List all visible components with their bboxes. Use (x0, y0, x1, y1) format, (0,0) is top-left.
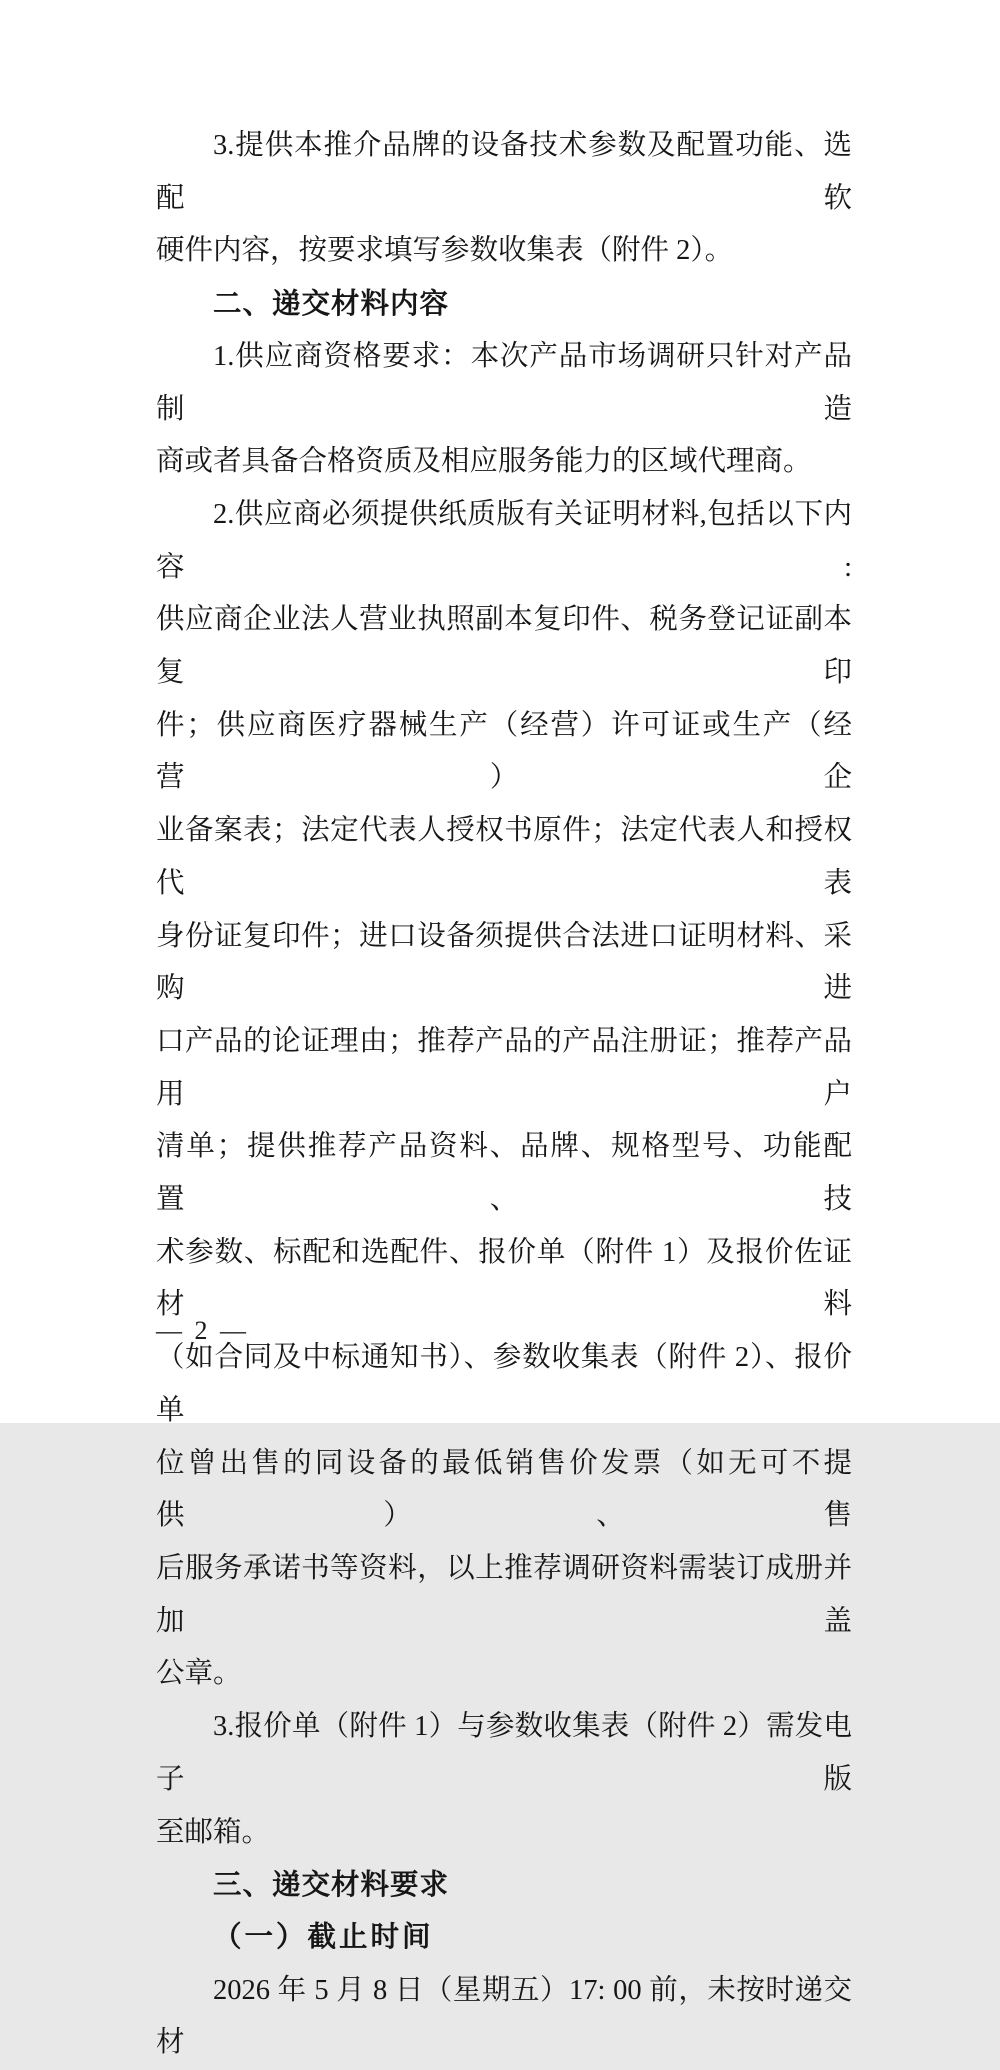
document-line: 1.供应商资格要求：本次产品市场调研只针对产品制造 (156, 340, 852, 425)
document-line: 公章。 (156, 1658, 242, 1690)
document-line: 至邮箱。 (156, 1816, 271, 1848)
document-line: 商或者具备合格资质及相应服务能力的区域代理商。 (156, 446, 812, 478)
document-line: 清单；提供推荐产品资料、品牌、规格型号、功能配置、技 (156, 1131, 852, 1216)
document-line: 件；供应商医疗器械生产（经营）许可证或生产（经营）企 (156, 709, 852, 794)
document-line: 供应商企业法人营业执照副本复印件、税务登记证副本复印 (156, 604, 852, 689)
document-line: 硬件内容，按要求填写参数收集表（附件 2）。 (156, 235, 734, 267)
section-heading: 二、递交材料内容 (213, 288, 450, 321)
document-line: 术参数、标配和选配件、报价单（附件 1）及报价佐证材料 (156, 1236, 852, 1321)
document-line: 口产品的论证理由；推荐产品的产品注册证；推荐产品用户 (156, 1025, 852, 1110)
document-line: 业备案表；法定代表人授权书原件；法定代表人和授权代表 (156, 815, 852, 899)
document-line: 位曾出售的同设备的最低销售价发票（如无可不提供）、售 (156, 1447, 852, 1532)
document-line: 身份证复印件；进口设备须提供合法进口证明材料、采购进 (156, 920, 852, 1005)
document-body (156, 120, 852, 2070)
document-line: 2026 年 5 月 8 日（星期五）17: 00 前，未按时递交材 (156, 1974, 852, 2059)
document-line: 3.提供本推介品牌的设备技术参数及配置功能、选配软 (156, 130, 852, 214)
document-line: 后服务承诺书等资料，以上推荐调研资料需装订成册并加盖 (156, 1552, 852, 1637)
document-line: （如合同及中标通知书）、参数收集表（附件 2）、报价单 (156, 1342, 852, 1426)
section-heading: 三、递交材料要求 (213, 1869, 450, 1902)
document-line: 3.报价单（附件 1）与参数收集表（附件 2）需发电子版 (156, 1711, 852, 1795)
section-heading: （一）截止时间 (213, 1921, 434, 1953)
page-number: — 2 — (156, 1316, 249, 1345)
document-line: 2.供应商必须提供纸质版有关证明材料,包括以下内容: (156, 498, 852, 583)
